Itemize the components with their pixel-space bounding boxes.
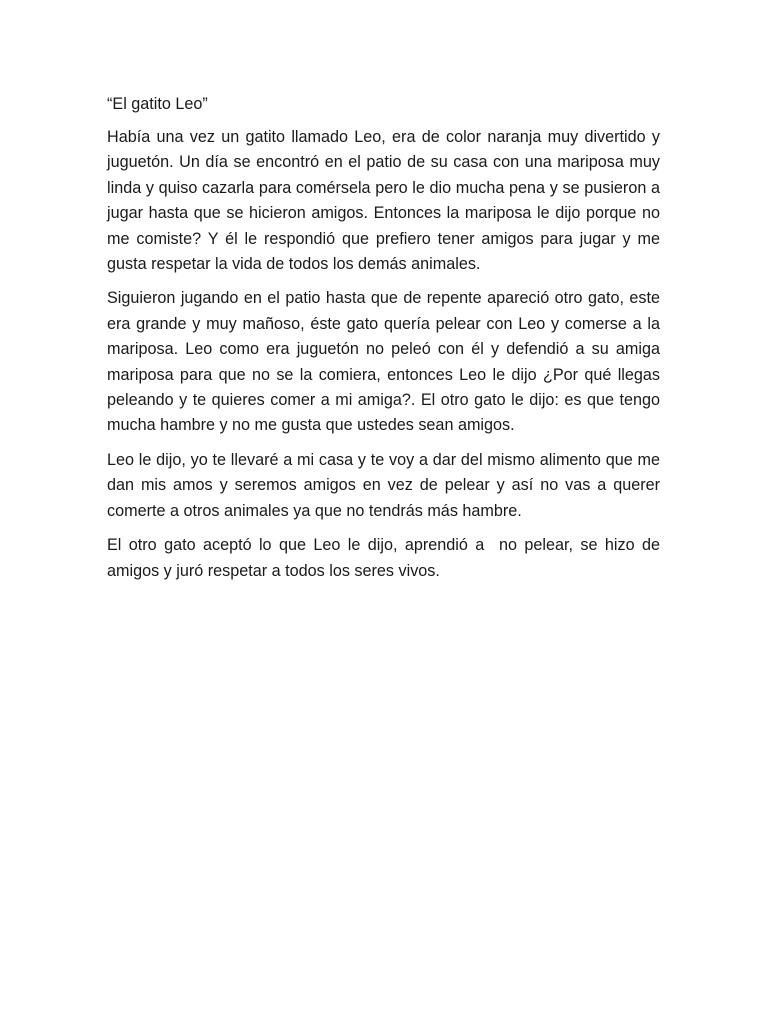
paragraph-1: Había una vez un gatito llamado Leo, era de color naranja muy divertido y juguetón. Un día se encontró en el patio de su casa con una mariposa muy linda y quiso cazarla para comérsela pero le dio mucha pena y se pusieron a jugar hasta que se hicieron amigos. Entonces la mariposa le dijo porque no me comiste? Y él le respondió que prefiero tener amigos para jugar y me gusta respetar la vida de todos los demás animales.	[107, 128, 665, 274]
story-title: “El gatito Leo”	[107, 95, 208, 113]
paragraph-4: El otro gato aceptó lo que Leo le dijo, aprendió a no pelear, se hizo de amigos y juró respetar a todos los seres vivos.	[107, 536, 665, 580]
paragraph-2: Siguieron jugando en el patio hasta que de repente apareció otro gato, este era grande y muy mañoso, éste gato quería pelear con Leo y comerse a la mariposa. Leo como era juguetón no peleó con él y defendió a su amiga mariposa para que no se la comiera, entonces Leo le dijo ¿Por qué llegas peleando y te quieres comer a mi amiga?. El otro gato le dijo: es que tengo mucha hambre y no me gusta que ustedes sean amigos.	[107, 289, 665, 435]
paragraph-3: Leo le dijo, yo te llevaré a mi casa y te voy a dar del mismo alimento que me dan mis amos y seremos amigos en vez de pelear y así no vas a querer comerte a otros animales ya que no tendrás más hambre.	[107, 450, 665, 520]
document-page	[107, 92, 665, 593]
